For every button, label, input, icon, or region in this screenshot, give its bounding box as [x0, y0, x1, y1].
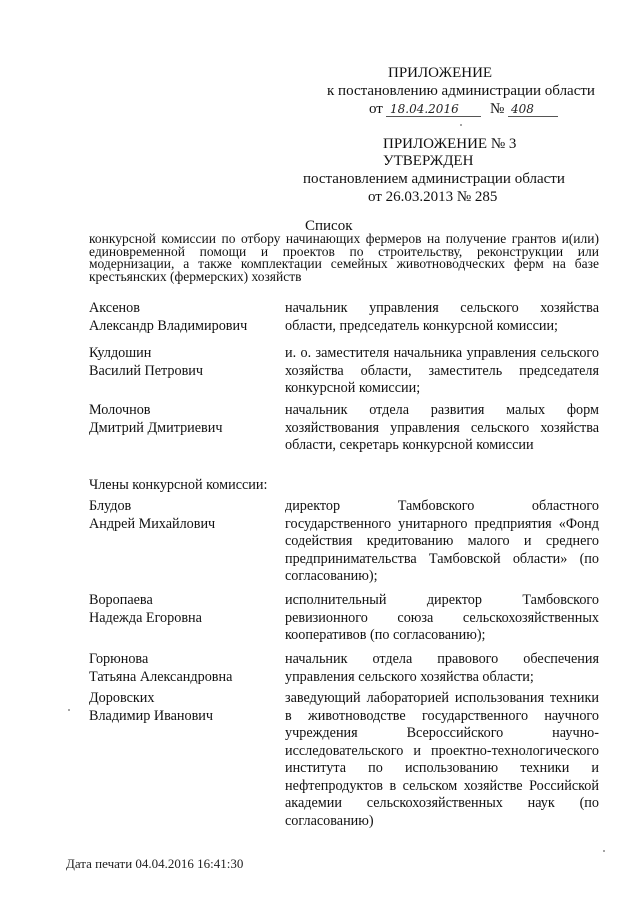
person-role: исполнительный директор Тамбовского ревизионного союза сельскохозяйственных кооперативов (по согласованию);	[285, 592, 599, 643]
approved-label: УТВЕРЖДЕН	[383, 153, 474, 169]
person-surname: Доровских	[89, 690, 155, 706]
number-underline	[508, 116, 558, 117]
commission-leader-row	[89, 402, 599, 455]
person-surname: Кулдошин	[89, 345, 152, 361]
commission-leader-row	[89, 300, 599, 335]
list-intro: конкурсной комиссии по отбору начинающих фермеров на получение грантов и(или) единовременной помощи и проектов по строительству, реконструкции или модернизации, а также комплектации семейных животноводческих ферм на базе крестьянских (фермерских) хозяйств	[89, 231, 599, 284]
person-surname: Аксенов	[89, 300, 140, 316]
person-name	[89, 498, 285, 586]
handwritten-number: 408	[511, 102, 534, 116]
person-name	[89, 651, 285, 686]
appendix-label: ПРИЛОЖЕНИЕ	[388, 65, 493, 81]
list-title: Список	[305, 218, 353, 234]
print-date-footer: Дата печати 04.04.2016 16:41:30	[66, 856, 244, 871]
person-surname: Горюнова	[89, 651, 149, 667]
person-given-names: Александр Владимирович	[89, 317, 248, 334]
person-surname: Молочнов	[89, 402, 151, 418]
commission-member-row	[89, 651, 599, 686]
person-given-names: Надежда Егоровна	[89, 609, 202, 626]
appendix-no: ПРИЛОЖЕНИЕ № 3	[383, 136, 517, 152]
person-role: директор Тамбовского областного государственного унитарного предприятия «Фонд содействия кредитованию малого и среднего предпринимательства Тамбовской области» (по согласованию);	[285, 498, 599, 584]
members-heading: Члены конкурсной комиссии:	[89, 477, 268, 493]
person-given-names: Василий Петрович	[89, 362, 203, 379]
person-given-names: Владимир Иванович	[89, 707, 214, 724]
commission-member-row	[89, 498, 599, 586]
to-resolution-line: к постановлению администрации области	[327, 83, 595, 99]
person-role: начальник управления сельского хозяйства области, председатель конкурсной комиссии;	[285, 300, 599, 334]
person-surname: Блудов	[89, 498, 132, 514]
person-name	[89, 300, 285, 335]
person-given-names: Татьяна Александровна	[89, 668, 233, 685]
person-name	[89, 592, 285, 645]
scan-speck	[603, 850, 605, 852]
approved-date-number: от 26.03.2013 № 285	[368, 189, 498, 205]
person-name	[89, 345, 285, 398]
person-role: начальник отдела развития малых форм хозяйствования управления сельского хозяйства области, секретарь конкурсной комиссии	[285, 402, 599, 453]
person-surname: Воропаева	[89, 592, 153, 608]
person-given-names: Андрей Михайлович	[89, 515, 216, 532]
handwritten-date: 18.04.2016	[390, 102, 459, 116]
commission-leader-row	[89, 345, 599, 398]
commission-member-row	[89, 690, 599, 830]
from-prefix: от	[369, 101, 383, 117]
approved-by-resolution: постановлением администрации области	[303, 171, 565, 187]
scan-speck	[68, 709, 70, 711]
person-role: заведующий лабораторией использования техники в животноводстве государственного научного учреждения Всероссийского научно-исследовательского и проектно-технологического института по использованию техники и нефтепродуктов в сельском хозяйстве Российской академии сельскохозяйственных наук (по согласованию)	[285, 690, 599, 829]
scan-speck	[460, 124, 462, 126]
person-role: и. о. заместителя начальника управления сельского хозяйства области, заместитель председателя конкурсной комиссии;	[285, 345, 599, 396]
number-prefix: №	[490, 101, 505, 117]
person-role: начальник отдела правового обеспечения управления сельского хозяйства области;	[285, 651, 599, 685]
commission-member-row	[89, 592, 599, 645]
person-name	[89, 690, 285, 830]
date-underline	[386, 116, 481, 117]
person-given-names: Дмитрий Дмитриевич	[89, 419, 223, 436]
person-name	[89, 402, 285, 455]
